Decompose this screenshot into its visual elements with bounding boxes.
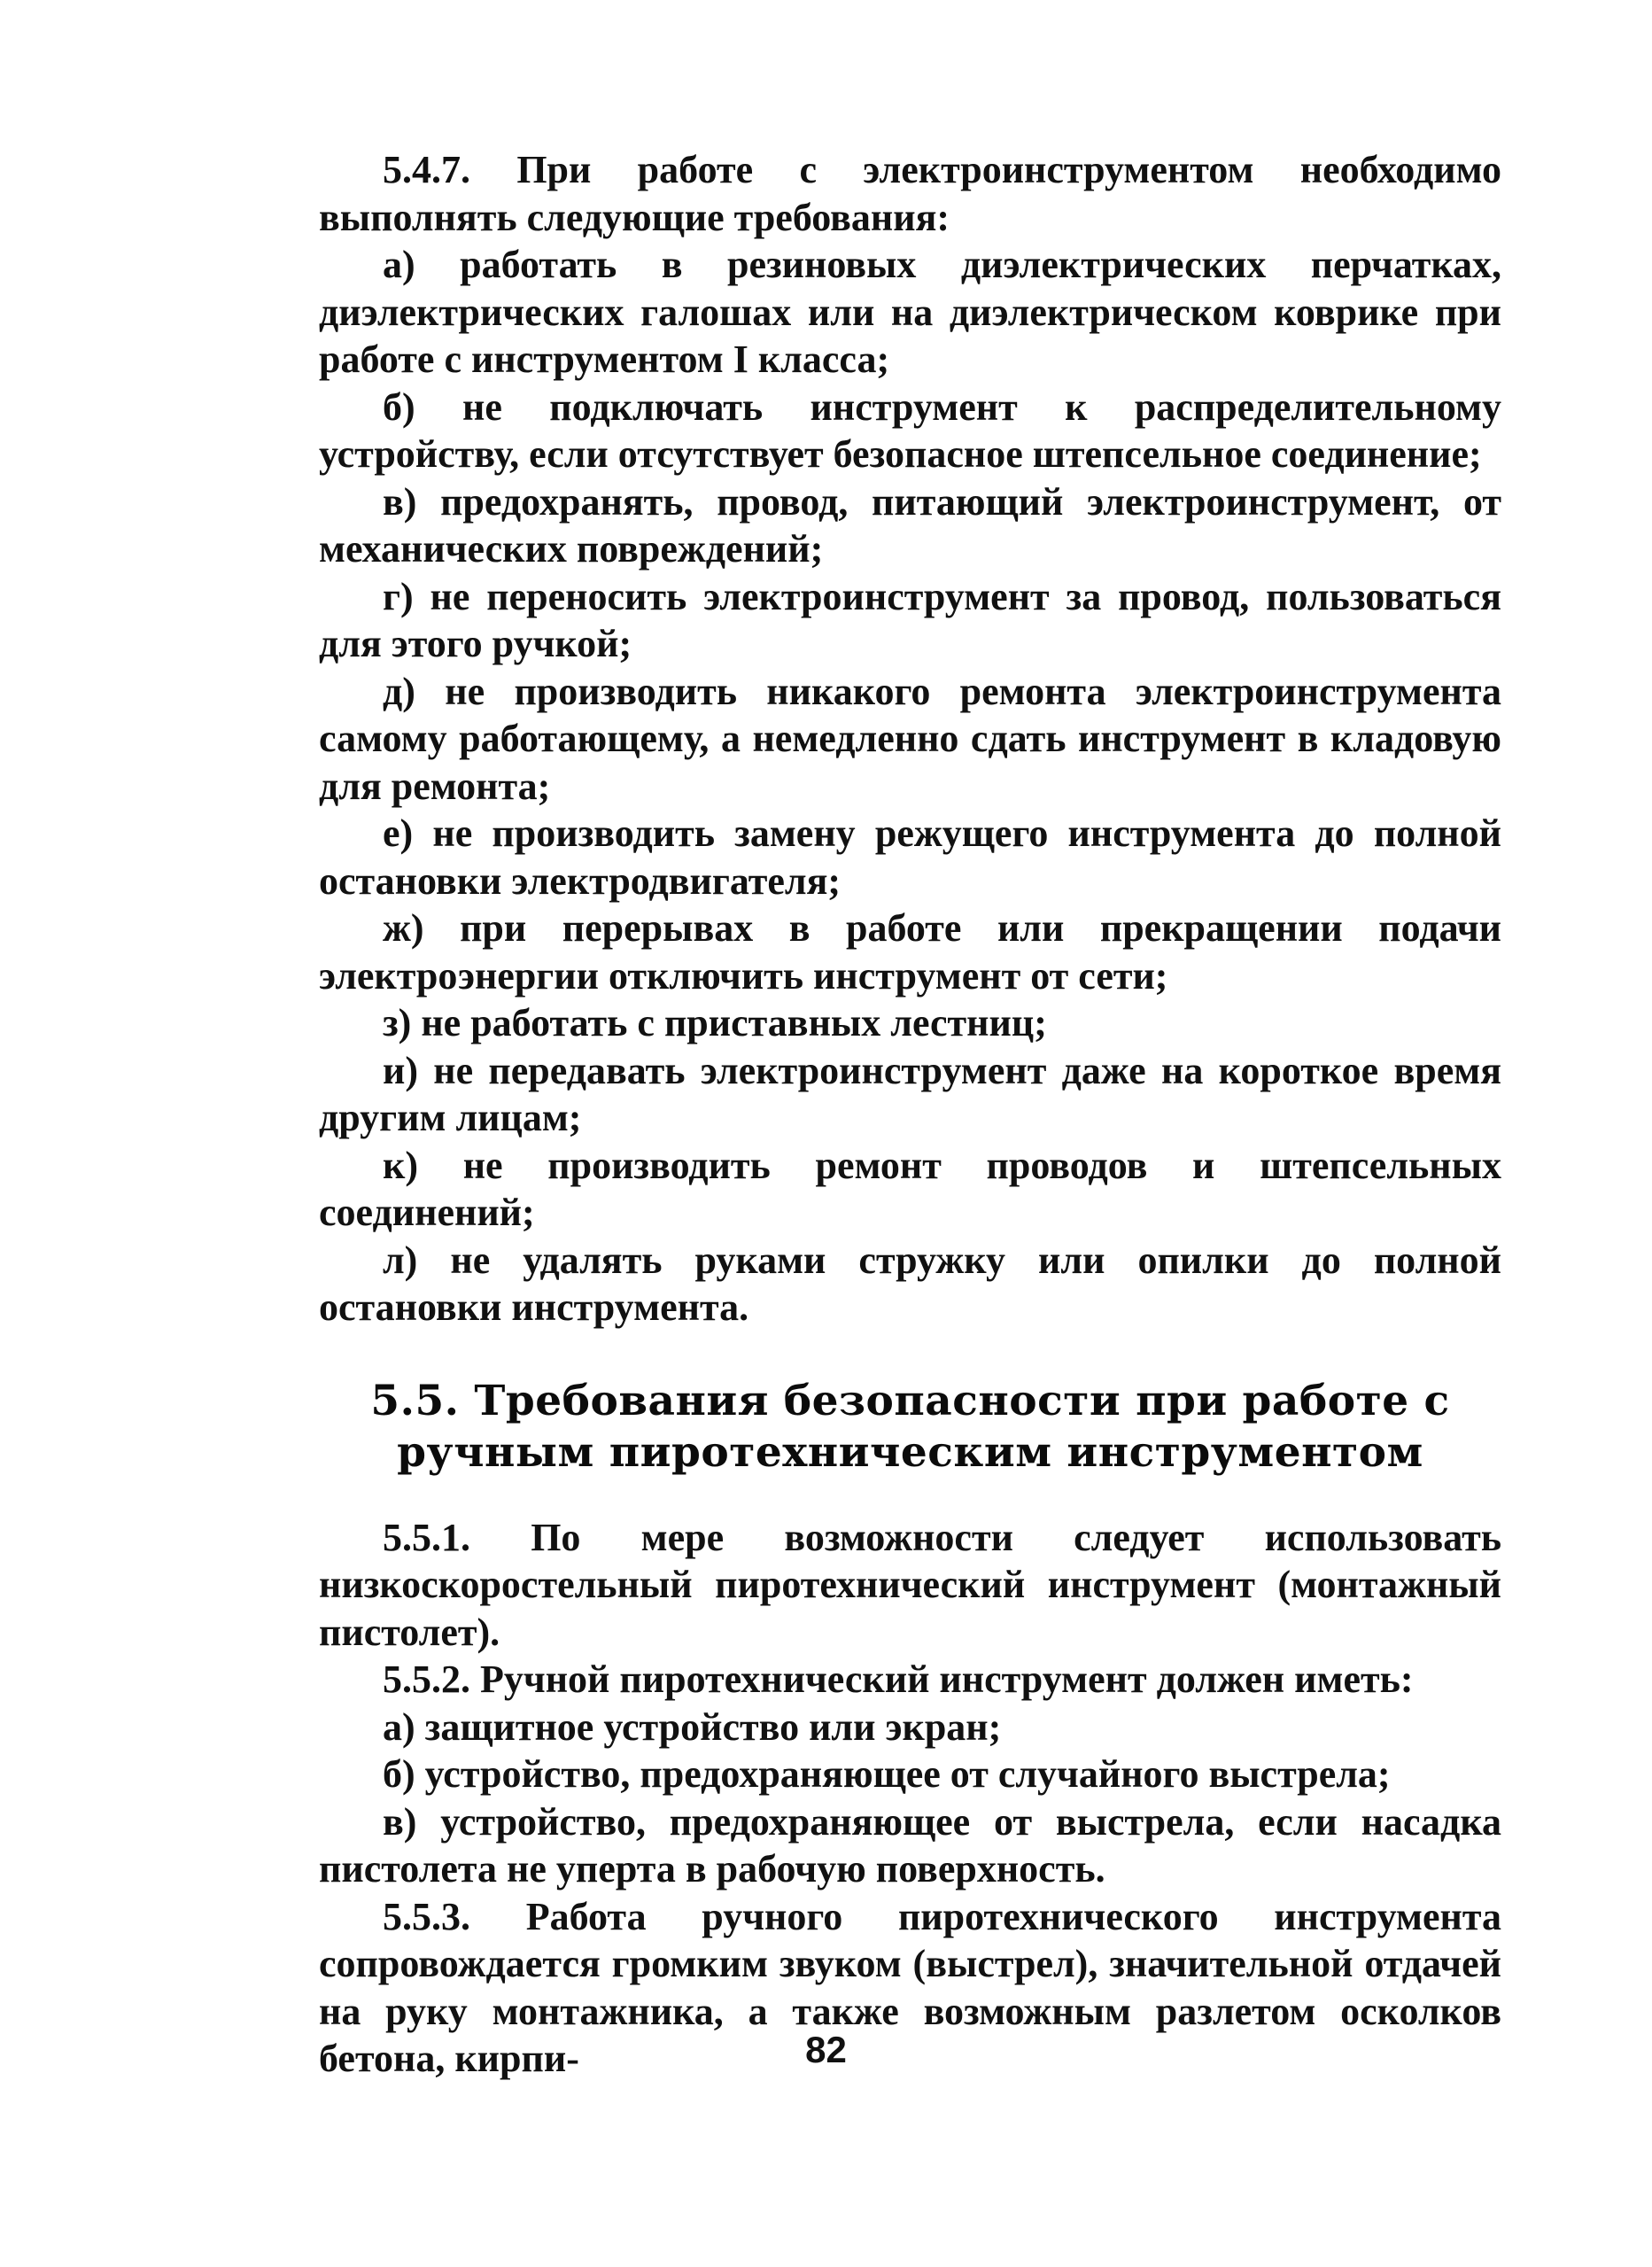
list-item-5-5-2-a: а) защитное устройство или экран; xyxy=(383,1704,1002,1749)
list-item-b: б) не подключать инструмент к распределительному устройству, если отсутствует безопасное штепсельное соединение; xyxy=(319,384,1501,476)
list-item-l: л) не удалять руками стружку или опилки до полной остановки инструмента. xyxy=(319,1238,1501,1329)
list-item-z: з) не работать с приставных лестниц; xyxy=(383,1001,1047,1044)
list-item-v: в) предохранять, провод, питающий электроинструмент, от механических повреждений; xyxy=(319,479,1501,571)
list-item-5-5-2-v: в) устройство, предохраняющее от выстрела, если насадка пистолета не уперта в рабочую поверхность. xyxy=(319,1799,1501,1890)
list-item-a: а) работать в резиновых диэлектрических перчатках, диэлектрических галошах или на диэлектрическом коврике при работе с инструментом I класса; xyxy=(319,243,1501,381)
paragraph-5-5-2: 5.5.2. Ручной пиротехнический инструмент должен иметь: xyxy=(383,1658,1414,1701)
paragraph-5-4-7-intro: 5.4.7. При работе с электроинструментом необходимо выполнять следующие требования: xyxy=(319,148,1501,239)
paragraph-5-5-3: 5.5.3. Работа ручного пиротехнического инструмента сопровождается громким звуком (выстрел), значительной отдачей на руку монтажника, а также возможным разлетом осколков бетона, кирпи- xyxy=(319,1894,1501,2080)
list-item-i: и) не передавать электроинструмент даже на короткое время другим лицам; xyxy=(319,1048,1501,1139)
list-item-5-5-2-b: б) устройство, предохраняющее от случайного выстрела; xyxy=(383,1752,1391,1796)
list-item-e: е) не производить замену режущего инструмента до полной остановки электродвигателя; xyxy=(319,811,1501,903)
list-item-k: к) не производить ремонт проводов и штепсельных соединений; xyxy=(319,1143,1501,1234)
list-item-d: д) не производить никакого ремонта электроинструмента самому работающему, а немедленно сдать инструмент в кладовую для ремонта; xyxy=(319,669,1501,808)
section-heading-5-5: 5.5. Требования безопасности при работе с ручным пиротехническим инструментом xyxy=(370,1376,1450,1477)
page-number: 82 xyxy=(805,2029,847,2070)
page-text xyxy=(319,146,1501,2083)
paragraph-5-5-1: 5.5.1. По мере возможности следует использовать низкоскоростельный пиротехнический инструмент (монтажный пистолет). xyxy=(319,1515,1501,1654)
list-item-g: г) не переносить электроинструмент за провод, пользоваться для этого ручкой; xyxy=(319,574,1501,665)
list-item-zh: ж) при перерывах в работе или прекращении подачи электроэнергии отключить инструмент от сети; xyxy=(319,906,1501,998)
